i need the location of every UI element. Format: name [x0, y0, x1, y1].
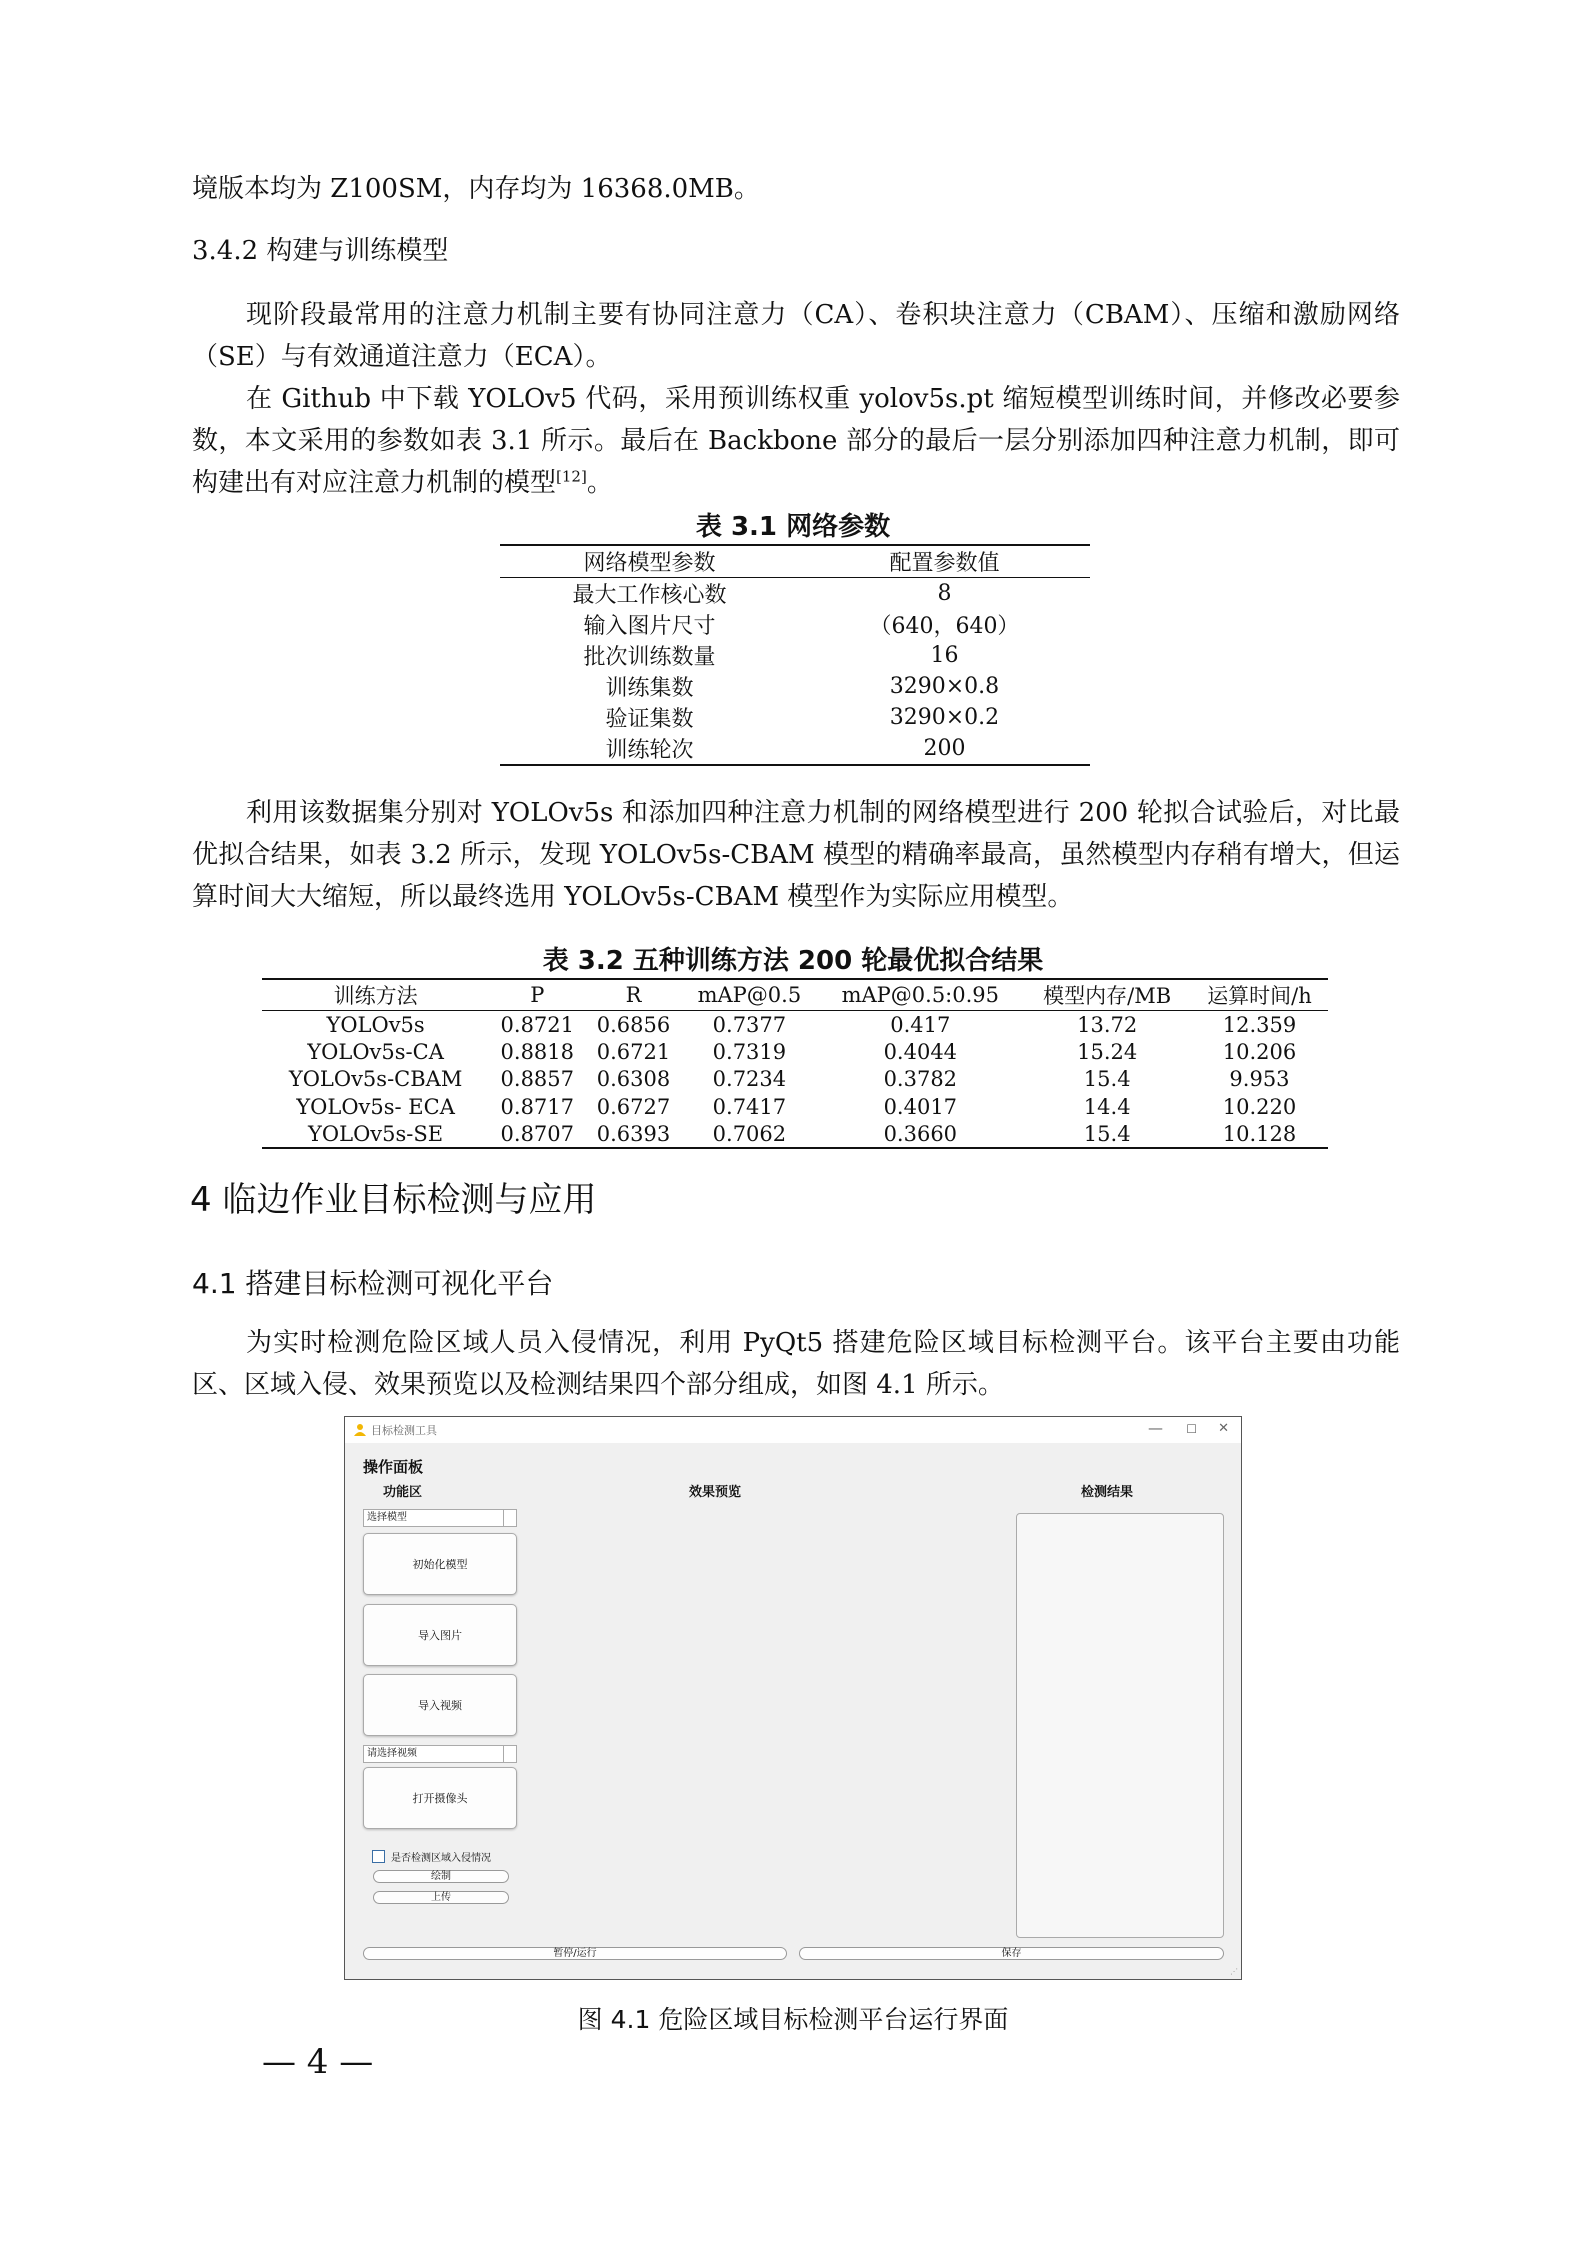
table-cell: 8 — [937, 581, 952, 606]
page-number: — 4 — — [262, 2042, 374, 2082]
section-heading-41: 4.1 搭建目标检测可视化平台 — [192, 1267, 554, 1300]
table1-caption: 表 3.1 网络参数 — [695, 512, 891, 542]
intrusion-checkbox[interactable] — [372, 1850, 385, 1863]
app-person-icon — [354, 1423, 366, 1436]
table-cell: 0.7062 — [682, 1121, 818, 1149]
window-title: 目标检测工具 — [371, 1424, 437, 1437]
preview-label: 效果预览 — [689, 1485, 742, 1500]
table-header-cell: P — [489, 979, 585, 1011]
paragraph-result: 利用该数据集分别对 YOLOv5s 和添加四种注意力机制的网络模型进行 200 轮拟合试验后，对比最优拟合结果，如表 3.2 所示，发现 YOLOv5s-CBAM 模型的精确率最高，虽然模型内存稍有增大，但运算时间大大缩短，所以最终选用 YOLOv5s-CBAM 模型作为实际应用模型。 — [192, 798, 1400, 912]
model-select[interactable] — [363, 1509, 517, 1527]
table-cell: 3290×0.2 — [889, 705, 1000, 730]
table-cell: 16 — [930, 643, 959, 668]
table-cell: 10.128 — [1191, 1121, 1328, 1149]
close-icon[interactable]: ✕ — [1218, 1421, 1229, 1436]
table-cell: YOLOv5s-CA — [307, 1039, 444, 1064]
table-row — [262, 1038, 1328, 1066]
table-cell: 0.8857 — [500, 1067, 575, 1092]
table-row — [500, 733, 1090, 765]
table2-caption: 表 3.2 五种训练方法 200 轮最优拟合结果 — [542, 946, 1044, 976]
intrusion-checkbox-row[interactable] — [372, 1849, 491, 1864]
draw-button[interactable]: 绘制 — [373, 1870, 509, 1883]
table-cell: 0.8717 — [500, 1094, 575, 1119]
table-cell: 12.359 — [1222, 1012, 1297, 1037]
table-cell: 0.3660 — [817, 1121, 1023, 1149]
table-cell: 15.4 — [1023, 1121, 1191, 1149]
table-cell: 批次训练数量 — [583, 645, 716, 670]
table1-header-row — [500, 545, 1090, 578]
minimize-icon[interactable]: — — [1148, 1419, 1163, 1437]
table1-body — [500, 578, 1090, 766]
table-cell: YOLOv5s- ECA — [296, 1094, 455, 1119]
table-network-params — [500, 544, 1090, 766]
table-cell: 0.3782 — [883, 1067, 958, 1092]
table-cell: YOLOv5s-CBAM — [288, 1067, 463, 1092]
table-cell: 0.6856 — [596, 1012, 671, 1037]
panel-title: 操作面板 — [363, 1458, 424, 1476]
table-cell: YOLOv5s — [326, 1012, 425, 1037]
table-cell: 0.6308 — [596, 1067, 671, 1092]
table2-header-row — [262, 979, 1328, 1011]
table-cell: 3290×0.8 — [889, 674, 1000, 699]
table-header-cell: 训练方法 — [262, 979, 489, 1011]
table-header-cell: 网络模型参数 — [500, 545, 799, 578]
save-button[interactable]: 保存 — [799, 1947, 1224, 1960]
table-cell: 0.6727 — [596, 1094, 671, 1119]
dropdown-arrow-icon — [503, 1510, 504, 1526]
table-cell: 0.7319 — [712, 1039, 787, 1064]
video-select-value: 请选择视频 — [367, 1748, 417, 1759]
video-select[interactable] — [363, 1745, 517, 1763]
table2-body — [262, 1011, 1328, 1149]
table-cell: 训练轮次 — [500, 733, 799, 765]
table-cell: 0.7417 — [712, 1094, 787, 1119]
table-cell: 0.4017 — [883, 1094, 958, 1119]
table-row — [500, 640, 1090, 671]
table-cell: 14.4 — [1083, 1094, 1131, 1119]
pause-run-button[interactable]: 暂停/运行 — [363, 1947, 787, 1960]
detection-result-box — [1016, 1513, 1224, 1938]
app-window — [344, 1416, 1242, 1980]
paragraph-github-end: 。 — [586, 468, 613, 498]
table-row — [262, 1011, 1328, 1039]
table-cell: 0.8818 — [500, 1039, 575, 1064]
init-model-button[interactable]: 初始化模型 — [363, 1533, 517, 1595]
model-select-value: 选择模型 — [367, 1512, 407, 1523]
import-image-button[interactable]: 导入图片 — [363, 1604, 517, 1666]
table-row — [500, 671, 1090, 702]
table-row — [262, 1066, 1328, 1094]
table-cell: 验证集数 — [605, 707, 694, 732]
table-cell: 10.220 — [1222, 1094, 1297, 1119]
text-line-top: 境版本均为 Z100SM，内存均为 16368.0MB。 — [192, 174, 760, 204]
table-header-cell: 配置参数值 — [799, 545, 1090, 578]
table-cell: 0.7377 — [712, 1012, 787, 1037]
table-row — [262, 1121, 1328, 1149]
table-cell: （640，640） — [869, 614, 1020, 639]
table-cell: 0.417 — [890, 1012, 951, 1037]
table-header-cell: mAP@0.5 — [682, 979, 818, 1011]
table-row — [500, 702, 1090, 733]
table-row — [500, 609, 1090, 640]
import-video-button[interactable]: 导入视频 — [363, 1674, 517, 1736]
table-cell: 0.7234 — [712, 1067, 787, 1092]
table-cell: 13.72 — [1077, 1012, 1138, 1037]
table-header-cell: 运算时间/h — [1191, 979, 1328, 1011]
paragraph-github-body: 在 Github 中下载 YOLOv5 代码，采用预训练权重 yolov5s.pt 缩短模型训练时间，并修改必要参数，本文采用的参数如表 3.1 所示。最后在 Backbone 部分的最后一层分别添加四种注意力机制，即可构建出有对应注意力机制的模型 — [192, 384, 1400, 498]
intrusion-checkbox-label: 是否检测区域入侵情况 — [391, 1853, 491, 1864]
dropdown-arrow-icon — [503, 1746, 504, 1762]
table-header-cell: mAP@0.5:0.95 — [817, 979, 1023, 1011]
title-bar — [345, 1417, 1241, 1443]
table-row — [500, 578, 1090, 610]
table-cell: 0.6393 — [585, 1121, 681, 1149]
paragraph-attention: 现阶段最常用的注意力机制主要有协同注意力（CA）、卷积块注意力（CBAM）、压缩和激励网络（SE）与有效通道注意力（ECA）。 — [192, 300, 1400, 372]
figure-caption: 图 4.1 危险区域目标检测平台运行界面 — [577, 2005, 1009, 2034]
table-cell: 0.4044 — [883, 1039, 958, 1064]
table-cell: 15.24 — [1077, 1039, 1138, 1064]
table-cell: 最大工作核心数 — [572, 583, 727, 608]
table-header-cell: R — [585, 979, 681, 1011]
table-cell: 0.8721 — [500, 1012, 575, 1037]
table-cell: 10.206 — [1222, 1039, 1297, 1064]
open-camera-button[interactable]: 打开摄像头 — [363, 1767, 517, 1829]
table-header-cell: 模型内存/MB — [1023, 979, 1191, 1011]
paragraph-github — [192, 378, 1400, 504]
table-cell: 训练集数 — [605, 676, 694, 701]
table-cell: 0.8707 — [489, 1121, 585, 1149]
citation[interactable]: [12] — [556, 467, 587, 486]
table-cell: 0.6721 — [596, 1039, 671, 1064]
table-cell: 9.953 — [1229, 1067, 1290, 1092]
upload-button[interactable]: 上传 — [373, 1891, 509, 1904]
function-area-label: 功能区 — [383, 1485, 423, 1500]
table-cell: YOLOv5s-SE — [262, 1121, 489, 1149]
table-row — [262, 1093, 1328, 1121]
section-heading-342: 3.4.2 构建与训练模型 — [192, 236, 449, 266]
maximize-icon[interactable]: ☐ — [1186, 1422, 1197, 1436]
table-training-results — [262, 978, 1328, 1149]
table-cell: 输入图片尺寸 — [583, 614, 716, 639]
resize-grip-icon[interactable]: ⋰ — [1230, 1967, 1238, 1976]
table-cell: 200 — [799, 733, 1090, 765]
result-label: 检测结果 — [1081, 1485, 1134, 1500]
paragraph-platform: 为实时检测危险区域人员入侵情况，利用 PyQt5 搭建危险区域目标检测平台。该平台主要由功能区、区域入侵、效果预览以及检测结果四个部分组成，如图 4.1 所示。 — [192, 1328, 1400, 1400]
table-cell: 15.4 — [1083, 1067, 1131, 1092]
chapter-heading: 4 临边作业目标检测与应用 — [190, 1180, 597, 1220]
